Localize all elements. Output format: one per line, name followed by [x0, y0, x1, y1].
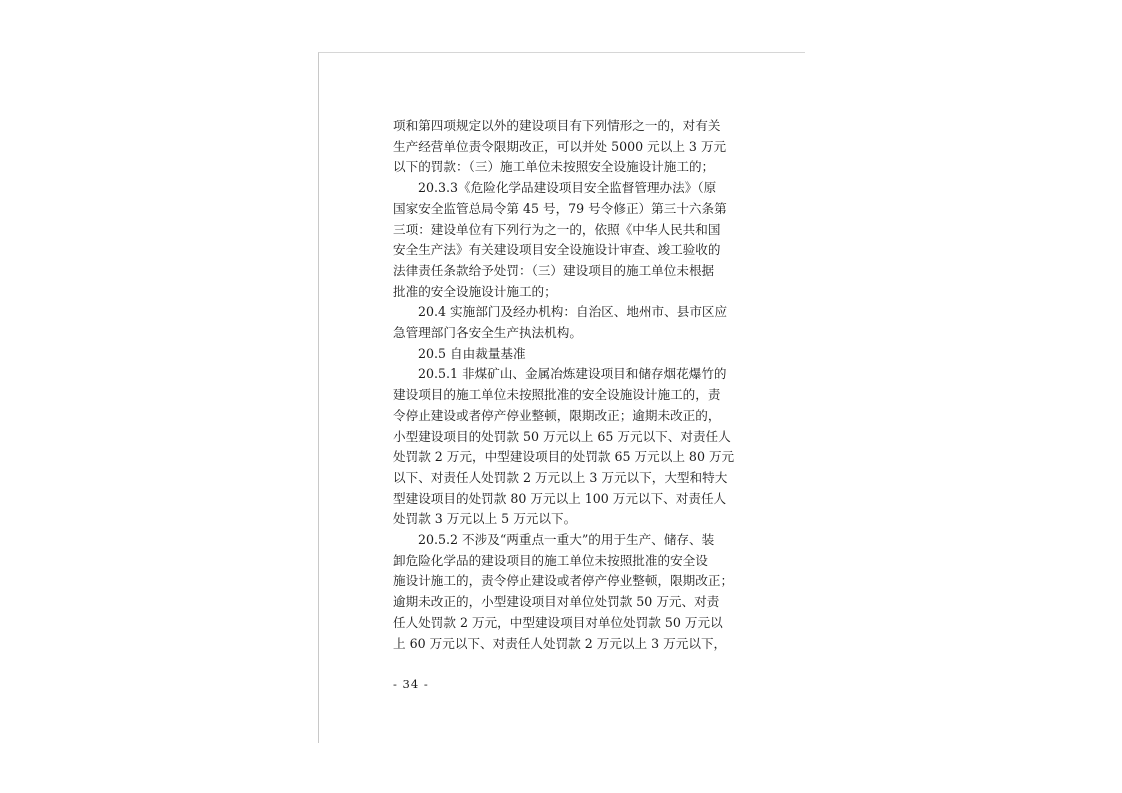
text-line: 安全生产法》有关建设项目安全设施设计审查、竣工验收的: [393, 242, 721, 258]
text-line: 生产经营单位责令限期改正，可以并处 5000 元以上 3 万元: [393, 138, 727, 154]
text-line: 处罚款 3 万元以上 5 万元以下。: [393, 511, 577, 527]
text-line: 令停止建设或者停产停业整顿，限期改正；逾期未改正的，: [393, 407, 721, 423]
text-line: 施设计施工的，责令停止建设或者停产停业整顿，限期改正；: [393, 573, 734, 589]
text-line: 型建设项目的处罚款 80 万元以上 100 万元以下、对责任人: [393, 490, 727, 506]
text-line: 卸危险化学品的建设项目的施工单位未按照批准的安全设: [393, 552, 708, 568]
text-line: 项和第四项规定以外的建设项目有下列情形之一的，对有关: [393, 118, 721, 133]
text-line: 小型建设项目的处罚款 50 万元以上 65 万元以下、对责任人: [393, 428, 731, 444]
text-line: 20.4 实施部门及经办机构：自治区、地州市、县市区应: [418, 304, 728, 320]
text-line: 急管理部门各安全生产执法机构。: [393, 325, 582, 341]
text-line: 20.5 自由裁量基准: [418, 345, 526, 361]
text-line: 20.5.1 非煤矿山、金属冶炼建设项目和储存烟花爆竹的: [418, 366, 727, 382]
text-line: 以下、对责任人处罚款 2 万元以上 3 万元以下，大型和特大: [393, 469, 728, 485]
text-line: 批准的安全设施设计施工的；: [393, 283, 557, 299]
page-number: - 34 -: [393, 677, 429, 691]
text-line: 国家安全监管总局令第 45 号，79 号令修正）第三十六条第: [393, 200, 727, 216]
text-line: 法律责任条款给予处罚：（三）建设项目的施工单位未根据: [393, 262, 715, 278]
text-line: 以下的罚款：（三）施工单位未按照安全设施设计施工的；: [393, 159, 715, 175]
document-page: [318, 52, 805, 743]
text-line: 处罚款 2 万元，中型建设项目的处罚款 65 万元以上 80 万元: [393, 449, 735, 465]
body-text: [393, 116, 735, 654]
text-line: 上 60 万元以下、对责任人处罚款 2 万元以上 3 万元以下，: [393, 635, 727, 651]
text-line: 20.5.2 不涉及“两重点一重大”的用于生产、储存、装: [418, 532, 715, 548]
text-line: 逾期未改正的，小型建设项目对单位处罚款 50 万元、对责: [393, 594, 720, 610]
text-line: 建设项目的施工单位未按照批准的安全设施设计施工的，责: [393, 387, 721, 403]
text-line: 任人处罚款 2 万元，中型建设项目对单位处罚款 50 万元以: [393, 614, 723, 630]
text-line: 20.3.3《危险化学品建设项目安全监督管理办法》（原: [418, 180, 717, 196]
text-line: 三项：建设单位有下列行为之一的，依照《中华人民共和国: [393, 221, 721, 237]
